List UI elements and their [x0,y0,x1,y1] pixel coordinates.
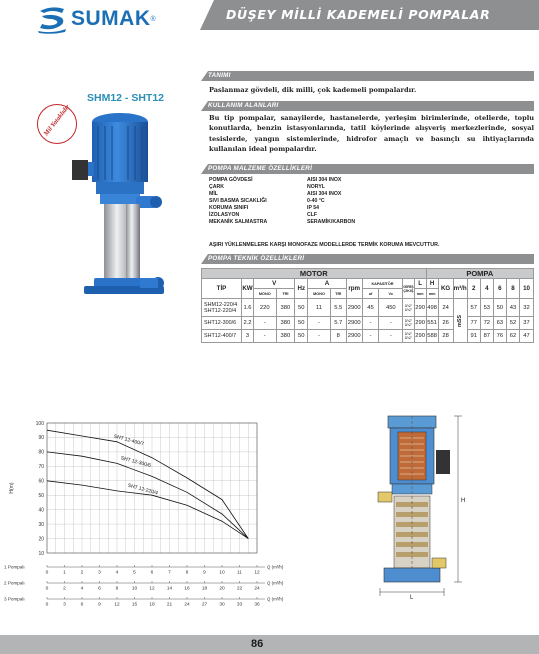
flow-tick-label: 24 [254,586,260,592]
cell-a-mono: - [308,330,331,343]
cell-head: 91 [467,330,480,343]
stamp-text: Mil Yataklıdır [42,103,72,138]
material-value: 0-40 °C [307,198,325,204]
sub-mono: MONO [254,289,277,299]
flow-tick-label: 12 [149,586,155,592]
flow-tick-label: 1 [63,570,66,576]
col-inout: GİRİŞ ÇIKIŞ [403,279,414,299]
y-tick-label: 80 [38,449,44,456]
sub-uf: uf [362,289,379,299]
registered-mark: ® [150,15,156,23]
cell-a-mono: - [308,317,331,330]
flow-tick-label: 21 [166,602,173,608]
cell-rpm: 2900 [346,299,362,317]
flow-tick-label: 18 [149,602,155,608]
sub-mm: mm [414,289,426,299]
cell-head: 50 [493,299,506,317]
head-unit-label: mSS [457,314,464,327]
material-label: KORUMA SINIFI [209,205,249,211]
col-flow: 8 [506,279,519,299]
cell-h: 551 [426,317,438,330]
col-flow: 4 [480,279,493,299]
cell-head: 47 [520,330,534,343]
cross-section-drawing [370,410,490,600]
col-l: L [414,279,426,289]
usage-heading: KULLANIM ALANLARI [208,102,279,109]
cell-head: 87 [480,330,493,343]
col-flow: 6 [493,279,506,299]
flow-tick-label: 11 [237,570,242,576]
cell-kg: 26 [438,317,453,330]
cell-v-tri: 380 [276,317,295,330]
material-value: AISI 304 INOX [307,191,342,197]
flow-axis-name: 2 Pompalı [4,580,25,586]
cell-cap-vc: - [379,317,403,330]
definition-heading-bar [201,71,534,81]
motor-group-header: MOTOR [202,269,427,279]
cell-v-tri: 380 [276,330,295,343]
col-rpm: rpm [346,279,362,299]
flow-axis-name: 1 Pompalı [4,564,25,570]
dimension-l-label: L [410,595,414,600]
flow-tick-label: 0 [45,586,49,592]
col-kw: KW [242,279,254,299]
flow-tick-label: 36 [254,602,260,608]
performance-chart [0,410,300,610]
cell-kw: 1.6 [242,299,254,317]
y-tick-label: 70 [38,464,44,471]
col-flow-unit: m³/h [453,279,467,299]
cell-cap-uf: - [362,317,379,330]
flow-axis-unit: Q (m³/h) [267,580,284,586]
flow-tick-label: 6 [80,602,84,608]
flow-tick-label: 4 [115,570,119,576]
col-tip: TİP [202,279,242,299]
cell-head: 63 [493,317,506,330]
y-axis-label: H(m) [9,482,15,494]
page-number: 86 [251,638,264,650]
material-value: CLF [307,212,318,218]
y-tick-label: 100 [35,420,44,427]
flow-tick-label: 14 [166,586,173,592]
cell-kw: 3 [242,330,254,343]
cell-cap-vc: - [379,330,403,343]
flow-tick-label: 33 [236,602,243,608]
y-tick-label: 30 [38,521,44,528]
sub-mono: MONO [308,289,331,299]
col-a: A [308,279,346,289]
sub-vc: Vc [379,289,403,299]
cell-v-mono: - [254,330,277,343]
y-tick-label: 90 [38,435,44,442]
row-type: SHT12-400/7 [202,330,242,343]
series-label: SHT 12-300/6 [119,455,152,470]
cell-head: 32 [520,299,534,317]
flow-tick-label: 6 [98,586,101,592]
cell-head: 43 [506,299,519,317]
cell-head: 53 [480,299,493,317]
pump-image [70,100,180,308]
cell-rpm: 2900 [346,317,362,330]
cell-v-mono: - [254,317,277,330]
spec-table [201,268,534,343]
footer-band [0,635,539,654]
cell-hz: 50 [295,330,308,343]
cell-kw: 2.2 [242,317,254,330]
cell-head: 76 [493,330,506,343]
flow-axis-unit: Q (m³/h) [267,564,284,570]
flow-tick-label: 9 [98,602,101,608]
flow-tick-label: 5 [133,570,136,576]
flow-tick-label: 3 [63,602,66,608]
flow-tick-label: 9 [203,570,206,576]
cell-rpm: 2900 [346,330,362,343]
cell-kg: 24 [438,299,453,317]
technical-heading: POMPA TEKNİK ÖZELLİKLERİ [208,255,305,262]
col-v: V [254,279,295,289]
col-flow: 2 [467,279,480,299]
flow-tick-label: 8 [185,570,189,576]
dimension-h-label: H [461,498,466,504]
cell-kg: 28 [438,330,453,343]
cell-cap-uf: - [362,330,379,343]
flow-tick-label: 4 [80,586,84,592]
sub-tri: TRİ [276,289,295,299]
col-h: H [426,279,438,289]
cell-inout: 1¼" 1¼" [403,317,414,330]
flow-tick-label: 0 [45,602,49,608]
cell-head: 62 [506,330,519,343]
series-label: SHT 12-220/4 [126,482,159,497]
col-capacitor: KAPASİTÖR [362,279,403,289]
cell-inout: 1¼" 1¼" [403,299,414,317]
material-label: SIVI BASMA SICAKLIĞI [209,198,267,204]
sub-tri: TRİ [330,289,346,299]
cell-head: 77 [467,317,480,330]
cell-cap-uf: 45 [362,299,379,317]
cell-l: 290 [414,299,426,317]
col-hz: Hz [295,279,308,299]
material-value: SERAMİK/KARBON [307,219,356,225]
flow-tick-label: 30 [219,602,225,608]
flow-tick-label: 2 [63,586,66,592]
cell-l: 290 [414,330,426,343]
cell-head: 72 [480,317,493,330]
material-label: POMPA GÖVDESİ [209,177,253,183]
sub-mm: mm [426,289,438,299]
cell-v-tri: 380 [276,299,295,317]
cell-head: 37 [520,317,534,330]
flow-tick-label: 27 [201,602,208,608]
flow-tick-label: 3 [98,570,101,576]
flow-tick-label: 15 [131,602,138,608]
model-title: SHM12 - SHT12 [87,92,165,104]
cell-head: 57 [467,299,480,317]
usage-text: Bu tip pompalar, sanayilerde, hastanelerde, yerleşim birimlerinde, otellerde, toplu konutlarda, benzin istasyonlarında, tatil köylerinde alışveriş merkezlerinde, sosyal tesislerde, yangın sistemlerinde, hidrofor amaçlı ve basınçlı su ihtiyaçlarında kullanılan ideal pompalardır. [209,114,534,154]
cell-head-unit [453,299,467,343]
flow-axis-name: 3 Pompalı [4,596,25,602]
flow-tick-label: 7 [168,570,171,576]
cell-a-tri: 8 [330,330,346,343]
flow-tick-label: 10 [131,586,138,592]
cell-hz: 50 [295,317,308,330]
cell-hz: 50 [295,299,308,317]
row-type: SHM12-220/4 SHT12-220/4 [202,299,242,317]
y-tick-label: 50 [38,493,44,500]
brand-logo [36,4,156,34]
cell-v-mono: 220 [254,299,277,317]
definition-heading: TANIMI [208,72,231,79]
y-tick-label: 20 [38,536,44,543]
flow-tick-label: 8 [115,586,119,592]
material-label: İZOLASYON [209,212,240,218]
col-flow: 10 [520,279,534,299]
material-label: ÇARK [209,184,224,190]
cell-head: 52 [506,317,519,330]
row-type: SHT12-300/6 [202,317,242,330]
y-tick-label: 10 [38,550,44,557]
flow-tick-label: 24 [184,602,190,608]
cell-a-tri: 5.7 [330,317,346,330]
flow-tick-label: 16 [184,586,190,592]
flow-tick-label: 10 [219,570,225,576]
material-label: MİL [209,191,218,197]
y-tick-label: 40 [38,507,44,514]
y-tick-label: 60 [38,478,44,485]
sumak-logo-icon [36,4,68,34]
flow-tick-label: 22 [236,586,243,592]
cell-inout: 1¼" 1¼" [403,330,414,343]
flow-axis-unit: Q (m³/h) [267,596,284,602]
cell-a-mono: 11 [308,299,331,317]
col-kg: KG [438,279,453,299]
flow-tick-label: 18 [201,586,208,592]
materials-heading: POMPA MALZEME ÖZELLİKLERİ [208,165,313,172]
flow-tick-label: 20 [219,586,225,592]
cell-l: 290 [414,317,426,330]
material-value: NORYL [307,184,325,190]
pump-group-header: POMPA [426,269,533,279]
series-label: SHT 12-400/7 [112,433,145,448]
flow-tick-label: 2 [80,570,84,576]
page-title: DÜŞEY MİLLİ KADEMELİ POMPALAR [226,7,491,22]
brand-name: SUMAK [71,7,151,30]
flow-tick-label: 0 [45,570,49,576]
material-value: IP 54 [307,205,320,211]
cell-h: 498 [426,299,438,317]
cell-a-tri: 5.5 [330,299,346,317]
flow-tick-label: 12 [114,602,120,608]
cell-h: 588 [426,330,438,343]
material-value: AISI 304 INOX [307,177,342,183]
material-label: MEKANİK SALMASTRA [209,219,268,225]
cell-cap-vc: 450 [379,299,403,317]
definition-text: Paslanmaz gövdeli, dik milli, çok kademeli pompalardır. [209,86,417,94]
flow-tick-label: 6 [150,570,154,576]
flow-tick-label: 12 [254,570,260,576]
thermal-warning: AŞIRI YÜKLENMELERE KARŞI MONOFAZE MODELLERDE TERMİK KORUMA MEVCUTTUR. [209,242,440,248]
